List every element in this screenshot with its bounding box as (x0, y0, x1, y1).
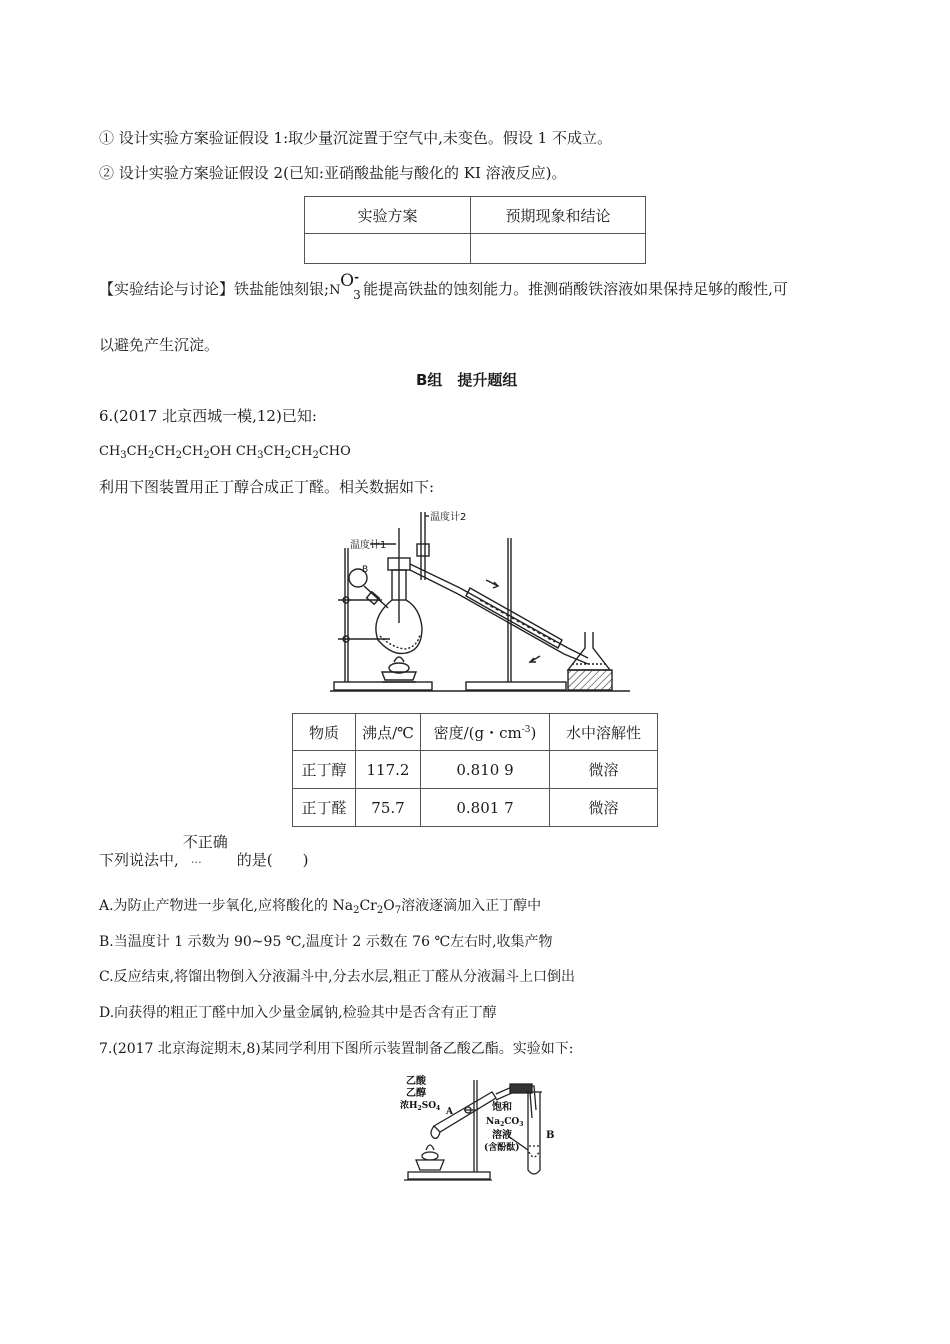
thermometer-2-label: 温度计2 (430, 512, 467, 523)
conclusion-label: 【实验结论与讨论】 (99, 280, 235, 298)
table-row (293, 789, 658, 827)
section-title-b: B组 提升题组 (416, 371, 518, 389)
nitrate-o: O (340, 271, 355, 291)
nitrate-n: N (329, 283, 341, 298)
cell-solubility: 微溶 (550, 789, 658, 827)
option-c: C.反应结束,将馏出物倒入分液漏斗中,分去水层,粗正丁醛从分液漏斗上口倒出 (99, 969, 576, 985)
emphasis-dots: … (190, 853, 202, 866)
label-ethanol: 乙醇 (406, 1088, 426, 1099)
q6-formulas (99, 442, 351, 466)
label-tube-b: B (546, 1130, 555, 1141)
cell-boiling-point: 117.2 (356, 751, 421, 789)
col-header-density: 密度/(g・$cm^{-3}$) (421, 714, 550, 751)
option-d: D.向获得的粗正丁醛中加入少量金属钠,检验其中是否含有正丁醇 (99, 1005, 497, 1021)
col-header-boiling-point: 沸点/℃ (356, 714, 421, 751)
col-header-solubility: 水中溶解性 (550, 714, 658, 751)
conclusion-text-1: 铁盐能蚀刻银; (234, 280, 330, 298)
option-a: A.为防止产物进一步氧化,应将酸化的 $Na_2Cr_2O_7$溶液逐滴加入正丁醇中 (99, 898, 542, 916)
label-phenolphthalein: (含酚酞) (484, 1143, 520, 1153)
emphasis-block (179, 833, 237, 870)
distillation-apparatus-figure (330, 508, 630, 694)
cell-density: 0.801 7 (421, 789, 550, 827)
q6-question (99, 833, 309, 870)
nitrate-ion (329, 270, 363, 302)
properties-table (292, 713, 658, 827)
cell-boiling-point: 75.7 (356, 789, 421, 827)
q6-stem: 6.(2017 北京西城一模,12)已知: (99, 407, 317, 425)
label-solution: 溶液 (492, 1130, 512, 1141)
formula-butanol: $CH_3CH_2CH_2CH_2OH$ (99, 444, 232, 461)
q6-intro: 利用下图装置用正丁醇合成正丁醛。相关数据如下: (99, 478, 435, 496)
paragraph-hypothesis-1: ① 设计实验方案验证假设 1:取少量沉淀置于空气中,未变色。假设 1 不成立。 (99, 129, 612, 147)
cell-substance: 正丁醛 (293, 789, 356, 827)
label-sulfuric-acid: 浓$H_2SO_4$ (400, 1101, 441, 1112)
label-saturated: 饱和 (492, 1102, 512, 1113)
formula-butanal: $CH_3CH_2CH_2CHO$ (235, 444, 351, 461)
conclusion-text-2: 能提高铁盐的蚀刻能力。推测硝酸铁溶液如果保持足够的酸性,可 (363, 280, 788, 298)
table-header-plan: 实验方案 (305, 197, 471, 234)
cell-substance: 正丁醇 (293, 751, 356, 789)
table-cell-conclusion (471, 234, 646, 264)
funnel-b-label: B (362, 565, 369, 575)
cell-density: 0.810 9 (421, 751, 550, 789)
thermometer-1-label: 温度计1 (350, 540, 387, 551)
nitrate-subscript: 3 (353, 288, 361, 302)
label-tube-a: A (446, 1107, 453, 1117)
experiment-plan-table (304, 196, 646, 264)
col-header-substance: 物质 (293, 714, 356, 751)
conclusion-line (99, 270, 788, 302)
q7-stem: 7.(2017 北京海淀期末,8)某同学利用下图所示装置制备乙酸乙酯。实验如下: (99, 1041, 574, 1057)
nitrate-charge: - (354, 270, 360, 284)
emphasis-word: 不正确 (182, 833, 228, 851)
ester-apparatus-figure (394, 1070, 570, 1184)
label-sodium-carbonate: $Na_2CO_3$ (486, 1117, 524, 1128)
table-cell-plan (305, 234, 471, 264)
table-row (293, 751, 658, 789)
option-b: B.当温度计 1 示数为 90~95 ℃,温度计 2 示数在 76 ℃左右时,收集产物 (99, 934, 553, 950)
table-header-conclusion: 预期现象和结论 (471, 197, 646, 234)
paragraph-hypothesis-2: ② 设计实验方案验证假设 2(已知:亚硝酸盐能与酸化的 KI 溶液反应)。 (99, 164, 567, 182)
conclusion-line-2: 以避免产生沉淀。 (99, 336, 220, 354)
label-acetic-acid: 乙酸 (406, 1076, 426, 1087)
question-suffix: 的是( ) (236, 851, 309, 869)
cell-solubility: 微溶 (550, 751, 658, 789)
question-prefix: 下列说法中, (99, 851, 179, 869)
